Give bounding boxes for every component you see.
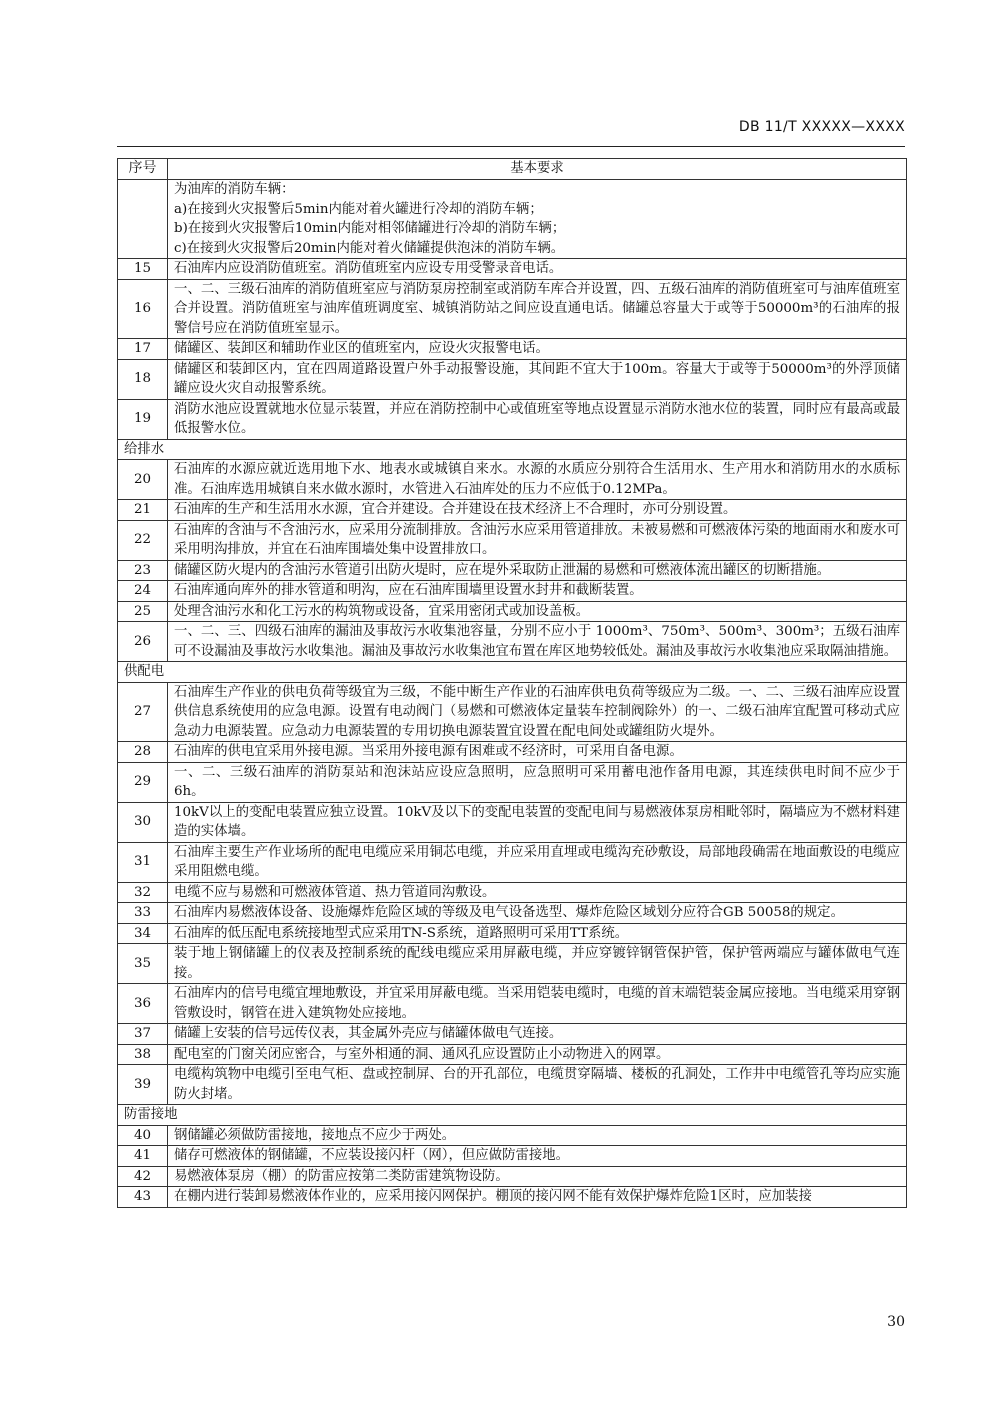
section-row	[118, 439, 907, 460]
table-row	[118, 581, 907, 602]
table-row	[118, 742, 907, 763]
table-row	[118, 762, 907, 802]
row-number: 31	[118, 842, 168, 882]
table-row	[118, 1166, 907, 1187]
row-number: 38	[118, 1044, 168, 1065]
intro-line: c)在接到火灾报警后20min内能对着火储罐提供泡沫的消防车辆。	[174, 240, 565, 256]
row-number: 23	[118, 560, 168, 581]
row-number: 43	[118, 1187, 168, 1208]
table-row	[118, 923, 907, 944]
row-text: 钢储罐必须做防雷接地，接地点不应少于两处。	[168, 1125, 907, 1146]
table-row	[118, 622, 907, 662]
row-text: 配电室的门窗关闭应密合，与室外相通的洞、通风孔应设置防止小动物进入的网罩。	[168, 1044, 907, 1065]
row-number: 34	[118, 923, 168, 944]
row-number: 24	[118, 581, 168, 602]
row-number: 16	[118, 279, 168, 339]
table-row	[118, 944, 907, 984]
table-row	[118, 682, 907, 742]
table-row	[118, 520, 907, 560]
table-row	[118, 802, 907, 842]
intro-line: a)在接到火灾报警后5min内能对着火罐进行冷却的消防车辆；	[174, 201, 543, 217]
row-number: 27	[118, 682, 168, 742]
table-row	[118, 279, 907, 339]
row-text: 储罐上安装的信号远传仪表，其金属外壳应与储罐体做电气连接。	[168, 1024, 907, 1045]
row-text: 一、二、三、四级石油库的漏油及事故污水收集池容量，分别不应小于 1000m³、750m³、500m³、300m³；五级石油库可不设漏油及事故污水收集池。漏油及事故污水收集池宜布置在库区地势较低处。漏油及事故污水收集池应采取隔油措施。	[168, 622, 907, 662]
intro-line: 为油库的消防车辆：	[174, 182, 295, 197]
row-text: 装于地上钢储罐上的仪表及控制系统的配线电缆应采用屏蔽电缆，并应穿镀锌钢管保护管，保护管两端应与罐体做电气连接。	[168, 944, 907, 984]
row-text: 储罐区防火堤内的含油污水管道引出防火堤时，应在堤外采取防止泄漏的易燃和可燃液体流出罐区的切断措施。	[168, 560, 907, 581]
row-number: 35	[118, 944, 168, 984]
row-number: 18	[118, 359, 168, 399]
row-number: 26	[118, 622, 168, 662]
row-number: 25	[118, 601, 168, 622]
row-text: 储存可燃液体的钢储罐，不应装设接闪杆（网），但应做防雷接地。	[168, 1146, 907, 1167]
row-text: 石油库内的信号电缆宜埋地敷设，并宜采用屏蔽电缆。当采用铠装电缆时，电缆的首末端铠装金属应接地。当电缆采用穿钢管敷设时，钢管在进入建筑物处应接地。	[168, 984, 907, 1024]
table-row	[118, 180, 907, 259]
column-header-number: 序号	[118, 159, 168, 180]
row-number: 32	[118, 882, 168, 903]
row-number: 30	[118, 802, 168, 842]
row-number	[118, 180, 168, 259]
row-text: 石油库主要生产作业场所的配电电缆应采用铜芯电缆，并应采用直埋或电缆沟充砂敷设，局部地段确需在地面敷设的电缆应采用阻燃电缆。	[168, 842, 907, 882]
row-number: 36	[118, 984, 168, 1024]
row-number: 39	[118, 1065, 168, 1105]
table-row	[118, 882, 907, 903]
row-number: 19	[118, 399, 168, 439]
table-row	[118, 460, 907, 500]
row-text: 电缆不应与易燃和可燃液体管道、热力管道同沟敷设。	[168, 882, 907, 903]
section-row	[118, 662, 907, 683]
row-text: 易燃液体泵房（棚）的防雷应按第二类防雷建筑物设防。	[168, 1166, 907, 1187]
table-row	[118, 903, 907, 924]
row-text: 储罐区和装卸区内，宜在四周道路设置户外手动报警设施，其间距不宜大于100m。容量大于或等于50000m³的外浮顶储罐应设火灾自动报警系统。	[168, 359, 907, 399]
table-row	[118, 1187, 907, 1208]
row-text: 一、二、三级石油库的消防值班室应与消防泵房控制室或消防车库合并设置，四、五级石油库的消防值班室可与油库值班室合并设置。消防值班室与油库值班调度室、城镇消防站之间应设直通电话。储罐总容量大于或等于50000m³的石油库的报警信号应在消防值班室显示。	[168, 279, 907, 339]
row-number: 28	[118, 742, 168, 763]
row-number: 42	[118, 1166, 168, 1187]
row-text: 石油库内应设消防值班室。消防值班室内应设专用受警录音电话。	[168, 259, 907, 280]
table-row	[118, 359, 907, 399]
row-number: 17	[118, 339, 168, 360]
row-text-continued	[168, 180, 907, 259]
row-number: 37	[118, 1024, 168, 1045]
row-text: 处理含油污水和化工污水的构筑物或设备，宜采用密闭式或加设盖板。	[168, 601, 907, 622]
section-title-lightning: 防雷接地	[118, 1105, 907, 1126]
table-row	[118, 259, 907, 280]
row-number: 29	[118, 762, 168, 802]
table-row	[118, 1065, 907, 1105]
row-text: 石油库内易燃液体设备、设施爆炸危险区域的等级及电气设备选型、爆炸危险区域划分应符合GB 50058的规定。	[168, 903, 907, 924]
row-number: 20	[118, 460, 168, 500]
row-text: 石油库的水源应就近选用地下水、地表水或城镇自来水。水源的水质应分别符合生活用水、生产用水和消防用水的水质标准。石油库选用城镇自来水做水源时，水管进入石油库处的压力不应低于0.12MPa。	[168, 460, 907, 500]
row-text: 石油库通向库外的排水管道和明沟，应在石油库围墙里设置水封井和截断装置。	[168, 581, 907, 602]
row-number: 15	[118, 259, 168, 280]
row-text: 电缆构筑物中电缆引至电气柜、盘或控制屏、台的开孔部位，电缆贯穿隔墙、楼板的孔洞处，工作井中电缆管孔等均应实施防火封堵。	[168, 1065, 907, 1105]
table-row	[118, 560, 907, 581]
table-row	[118, 1146, 907, 1167]
row-text: 石油库的生产和生活用水水源，宜合并建设。合并建设在技术经济上不合理时，亦可分别设置。	[168, 500, 907, 521]
header-rule	[117, 146, 905, 147]
row-number: 33	[118, 903, 168, 924]
row-text: 消防水池应设置就地水位显示装置，并应在消防控制中心或值班室等地点设置显示消防水池水位的装置，同时应有最高或最低报警水位。	[168, 399, 907, 439]
table-row	[118, 984, 907, 1024]
row-text: 石油库的供电宜采用外接电源。当采用外接电源有困难或不经济时，可采用自备电源。	[168, 742, 907, 763]
table-row	[118, 1024, 907, 1045]
row-number: 40	[118, 1125, 168, 1146]
row-number: 41	[118, 1146, 168, 1167]
section-row	[118, 1105, 907, 1126]
row-text: 石油库的含油与不含油污水，应采用分流制排放。含油污水应采用管道排放。未被易燃和可燃液体污染的地面雨水和废水可采用明沟排放，并宜在石油库围墙处集中设置排放口。	[168, 520, 907, 560]
table-row	[118, 601, 907, 622]
row-number: 21	[118, 500, 168, 521]
section-title-power: 供配电	[118, 662, 907, 683]
table-row	[118, 339, 907, 360]
row-text: 储罐区、装卸区和辅助作业区的值班室内，应设火灾报警电话。	[168, 339, 907, 360]
table-row	[118, 842, 907, 882]
row-text: 石油库生产作业的供电负荷等级宜为三级，不能中断生产作业的石油库供电负荷等级应为二级。一、二、三级石油库应设置供信息系统使用的应急电源。设置有电动阀门（易燃和可燃液体定量装车控制阀除外）的一、二级石油库宜配置可移动式应急动力电源装置。应急动力电源装置的专用切换电源装置宜设置在配电间处或罐组防火堤外。	[168, 682, 907, 742]
section-title-water: 给排水	[118, 439, 907, 460]
row-text: 一、二、三级石油库的消防泵站和泡沫站应设应急照明，应急照明可采用蓄电池作备用电源，其连续供电时间不应少于6h。	[168, 762, 907, 802]
intro-line: b)在接到火灾报警后10min内能对相邻储罐进行冷却的消防车辆；	[174, 221, 566, 236]
table-header-row	[118, 159, 907, 180]
table-row	[118, 1044, 907, 1065]
requirements-table	[117, 158, 907, 1208]
column-header-requirements: 基本要求	[168, 159, 907, 180]
table-row	[118, 399, 907, 439]
document-code: DB 11/T XXXXX—XXXX	[738, 119, 905, 135]
row-text: 10kV以上的变配电装置应独立设置。10kV及以下的变配电装置的变配电间与易燃液体泵房相毗邻时，隔墙应为不燃材料建造的实体墙。	[168, 802, 907, 842]
row-number: 22	[118, 520, 168, 560]
table-row	[118, 500, 907, 521]
row-text: 在棚内进行装卸易燃液体作业的，应采用接闪网保护。棚顶的接闪网不能有效保护爆炸危险1区时，应加装接	[168, 1187, 907, 1208]
page-number: 30	[887, 1314, 905, 1330]
table-row	[118, 1125, 907, 1146]
row-text: 石油库的低压配电系统接地型式应采用TN-S系统，道路照明可采用TT系统。	[168, 923, 907, 944]
